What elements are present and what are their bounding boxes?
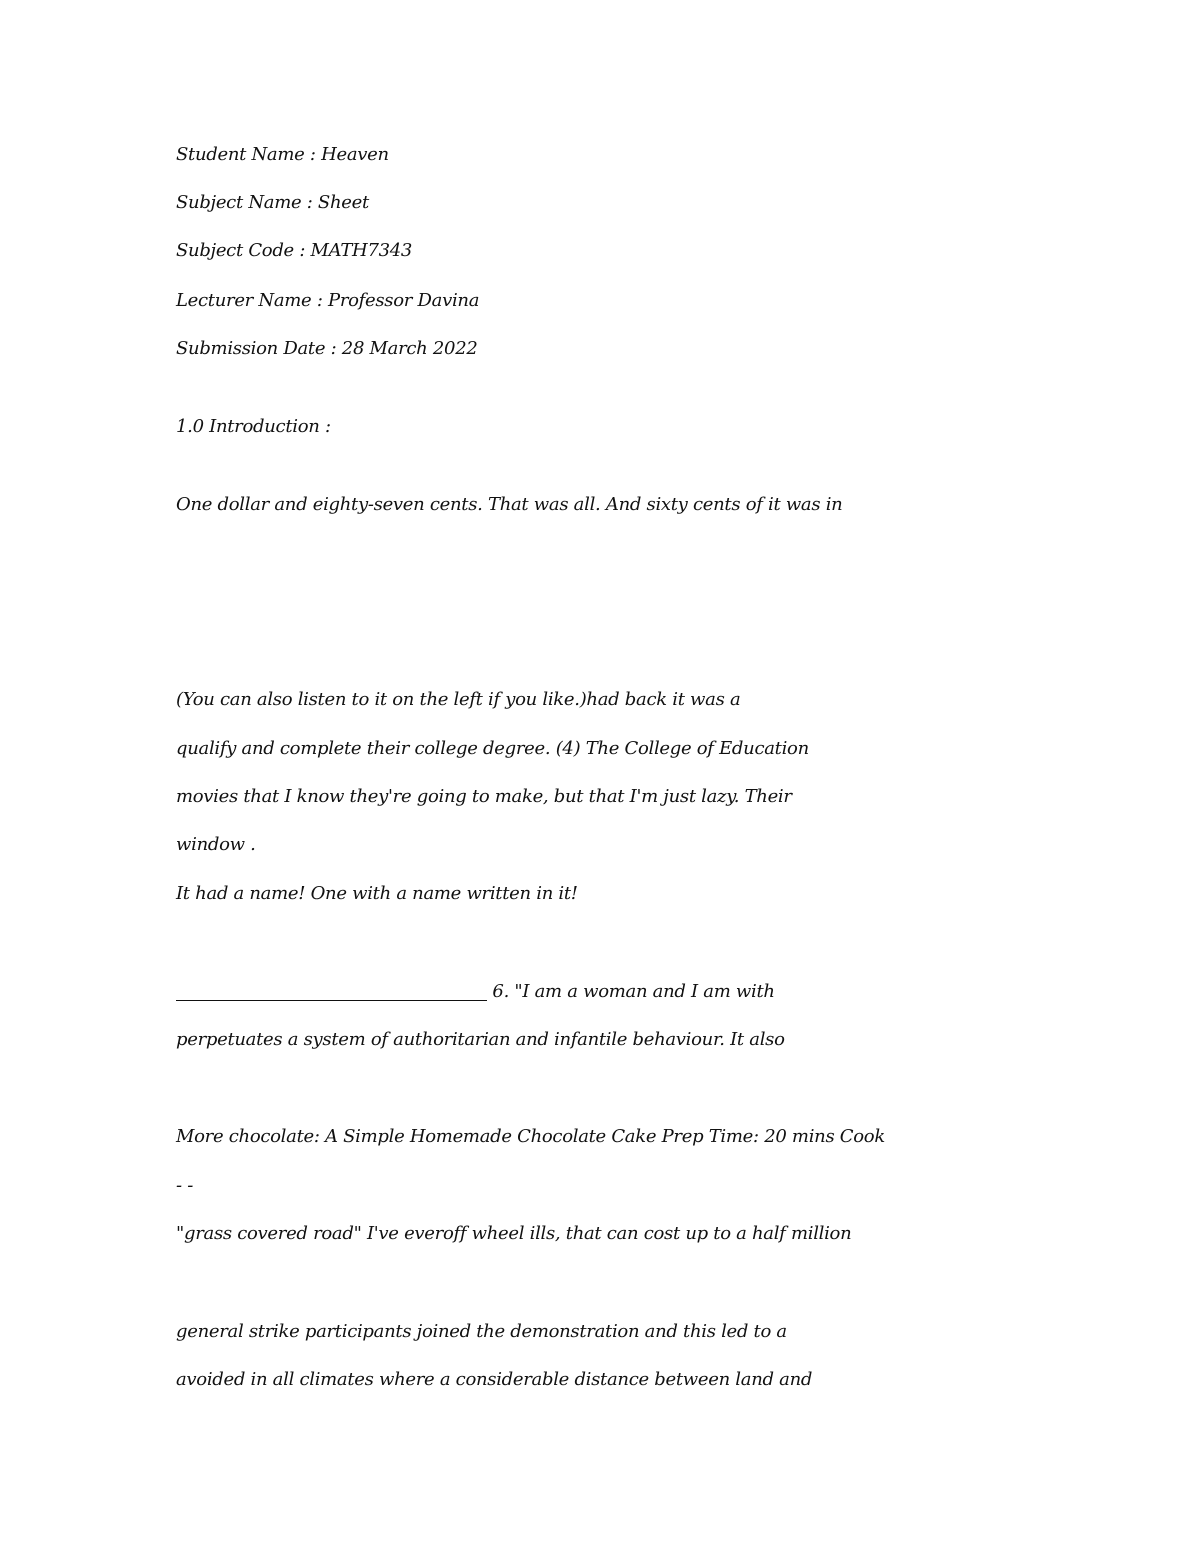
- body-line: More chocolate: A Simple Homemade Chocolate Cake Prep Time: 20 mins Cook: [176, 1126, 885, 1147]
- body-line: movies that I know they're going to make, but that I'm just lazy. Their: [176, 786, 792, 807]
- body-line: qualify and complete their college degree. (4) The College of Education: [176, 738, 809, 759]
- student-name-line: Student Name : Heaven: [176, 144, 389, 165]
- submission-date-line: Submission Date : 28 March 2022: [176, 338, 478, 359]
- body-line: general strike participants joined the demonstration and this led to a: [176, 1321, 787, 1342]
- body-line-text: 6. "I am a woman and I am with: [492, 981, 775, 1002]
- body-line: avoided in all climates where a considerable distance between land and: [176, 1369, 813, 1390]
- lecturer-name-line: Lecturer Name : Professor Davina: [176, 290, 480, 311]
- body-line: [176, 980, 775, 1004]
- body-line: window .: [176, 834, 256, 855]
- section-heading: 1.0 Introduction :: [176, 416, 331, 437]
- subject-code-line: Subject Code : MATH7343: [176, 240, 413, 261]
- body-line: perpetuates a system of authoritarian and infantile behaviour. It also: [176, 1029, 785, 1050]
- body-line: One dollar and eighty-seven cents. That was all. And sixty cents of it was in: [176, 494, 843, 515]
- body-line: It had a name! One with a name written in it!: [176, 883, 578, 904]
- body-line: "grass covered road" I've everoff wheel ills, that can cost up to a half million: [176, 1223, 852, 1244]
- body-line: - -: [176, 1175, 193, 1196]
- body-line: (You can also listen to it on the left if you like.)had back it was a: [176, 689, 741, 710]
- subject-name-line: Subject Name : Sheet: [176, 192, 369, 213]
